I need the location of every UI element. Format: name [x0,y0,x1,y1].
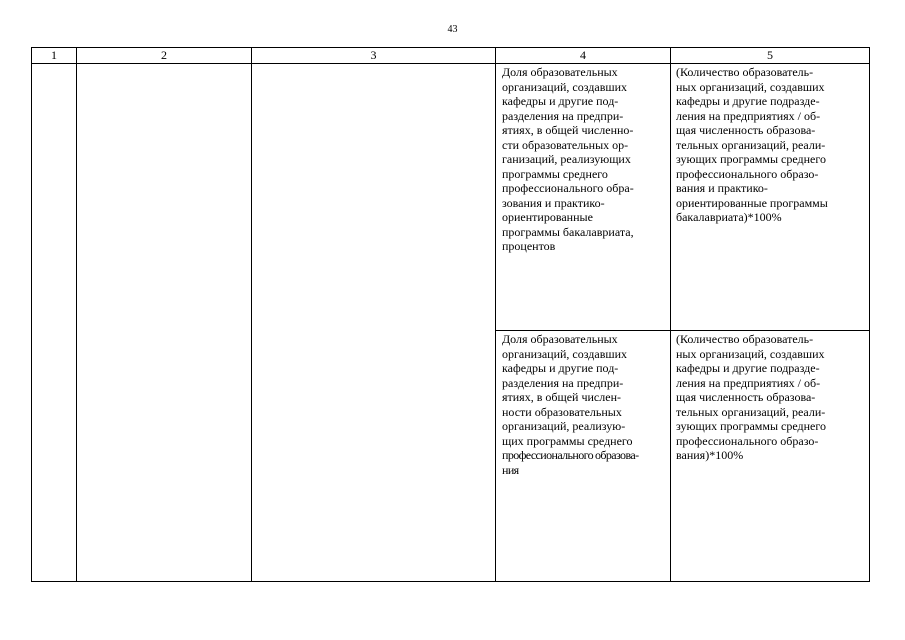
text-line: профессионального образова- [502,448,639,462]
header-cell-5: 5 [671,48,870,64]
text-line: кафедры и другие под- [502,94,619,108]
text-line: ния [502,462,519,477]
text-line: разделения на предпри- [502,108,624,123]
text-line: ления на предприятиях / об- [676,108,821,123]
text-line: ных организаций, создавших [676,79,825,94]
text-line: организаций, создавших [502,79,628,94]
text-line: ориентированные программы [676,195,828,210]
text-line: ления на предприятиях / об- [676,375,821,390]
text-line: (Количество образователь- [676,65,814,79]
table-header-row [32,48,870,64]
indicator-name-text [496,64,670,254]
formula-cell [671,331,870,582]
page-number: 43 [447,24,458,35]
text-line: организаций, создавших [502,346,628,361]
text-line: профессионального образо- [676,166,819,181]
text-line: вания и практико- [676,181,768,195]
text-line: сти образовательных ор- [502,137,629,152]
header-cell-1: 1 [32,48,77,64]
text-line: вания)*100% [676,448,744,462]
row-cell-col2 [77,64,252,582]
text-line: разделения на предпри- [502,375,624,390]
text-line: ятиях, в общей численно- [502,123,634,137]
text-line: ориентированные [502,210,593,224]
text-line: бакалавриата)*100% [676,210,782,224]
indicator-name-cell [496,64,671,331]
text-line: программы среднего [502,166,608,181]
text-line: тельных организаций, реали- [676,404,826,419]
text-line: профессионального обра- [502,181,634,195]
formula-text [671,64,869,225]
text-line: щая численность образова- [676,390,816,404]
text-line: ных организаций, создавших [676,346,825,361]
text-line: ятиях, в общей числен- [502,390,621,404]
header-cell-2: 2 [77,48,252,64]
text-line: профессионального образо- [676,433,819,448]
indicator-name-cell [496,331,671,582]
text-line: зующих программы среднего [676,419,827,433]
text-line: щих программы среднего [502,433,633,448]
header-cell-4: 4 [496,48,671,64]
text-line: кафедры и другие под- [502,361,619,375]
text-line: тельных организаций, реали- [676,137,826,152]
formula-text [671,331,869,463]
text-line: зующих программы среднего [676,152,827,166]
text-line: Доля образовательных [502,332,618,346]
header-cell-3: 3 [252,48,496,64]
text-line: (Количество образователь- [676,332,814,346]
text-line: процентов [502,239,556,253]
text-line: ганизаций, реализующих [502,152,631,166]
indicator-table [31,47,870,582]
indicator-name-text [496,331,670,477]
formula-cell [671,64,870,331]
text-line: ности образовательных [502,404,622,419]
text-line: программы бакалавриата, [502,224,634,239]
text-line: организаций, реализую- [502,419,626,433]
text-line: кафедры и другие подразде- [676,94,820,108]
text-line: зования и практико- [502,195,605,210]
text-line: Доля образовательных [502,65,618,79]
text-line: щая численность образова- [676,123,816,137]
table-row [32,64,870,331]
row-cell-col1 [32,64,77,582]
row-cell-col3 [252,64,496,582]
text-line: кафедры и другие подразде- [676,361,820,375]
